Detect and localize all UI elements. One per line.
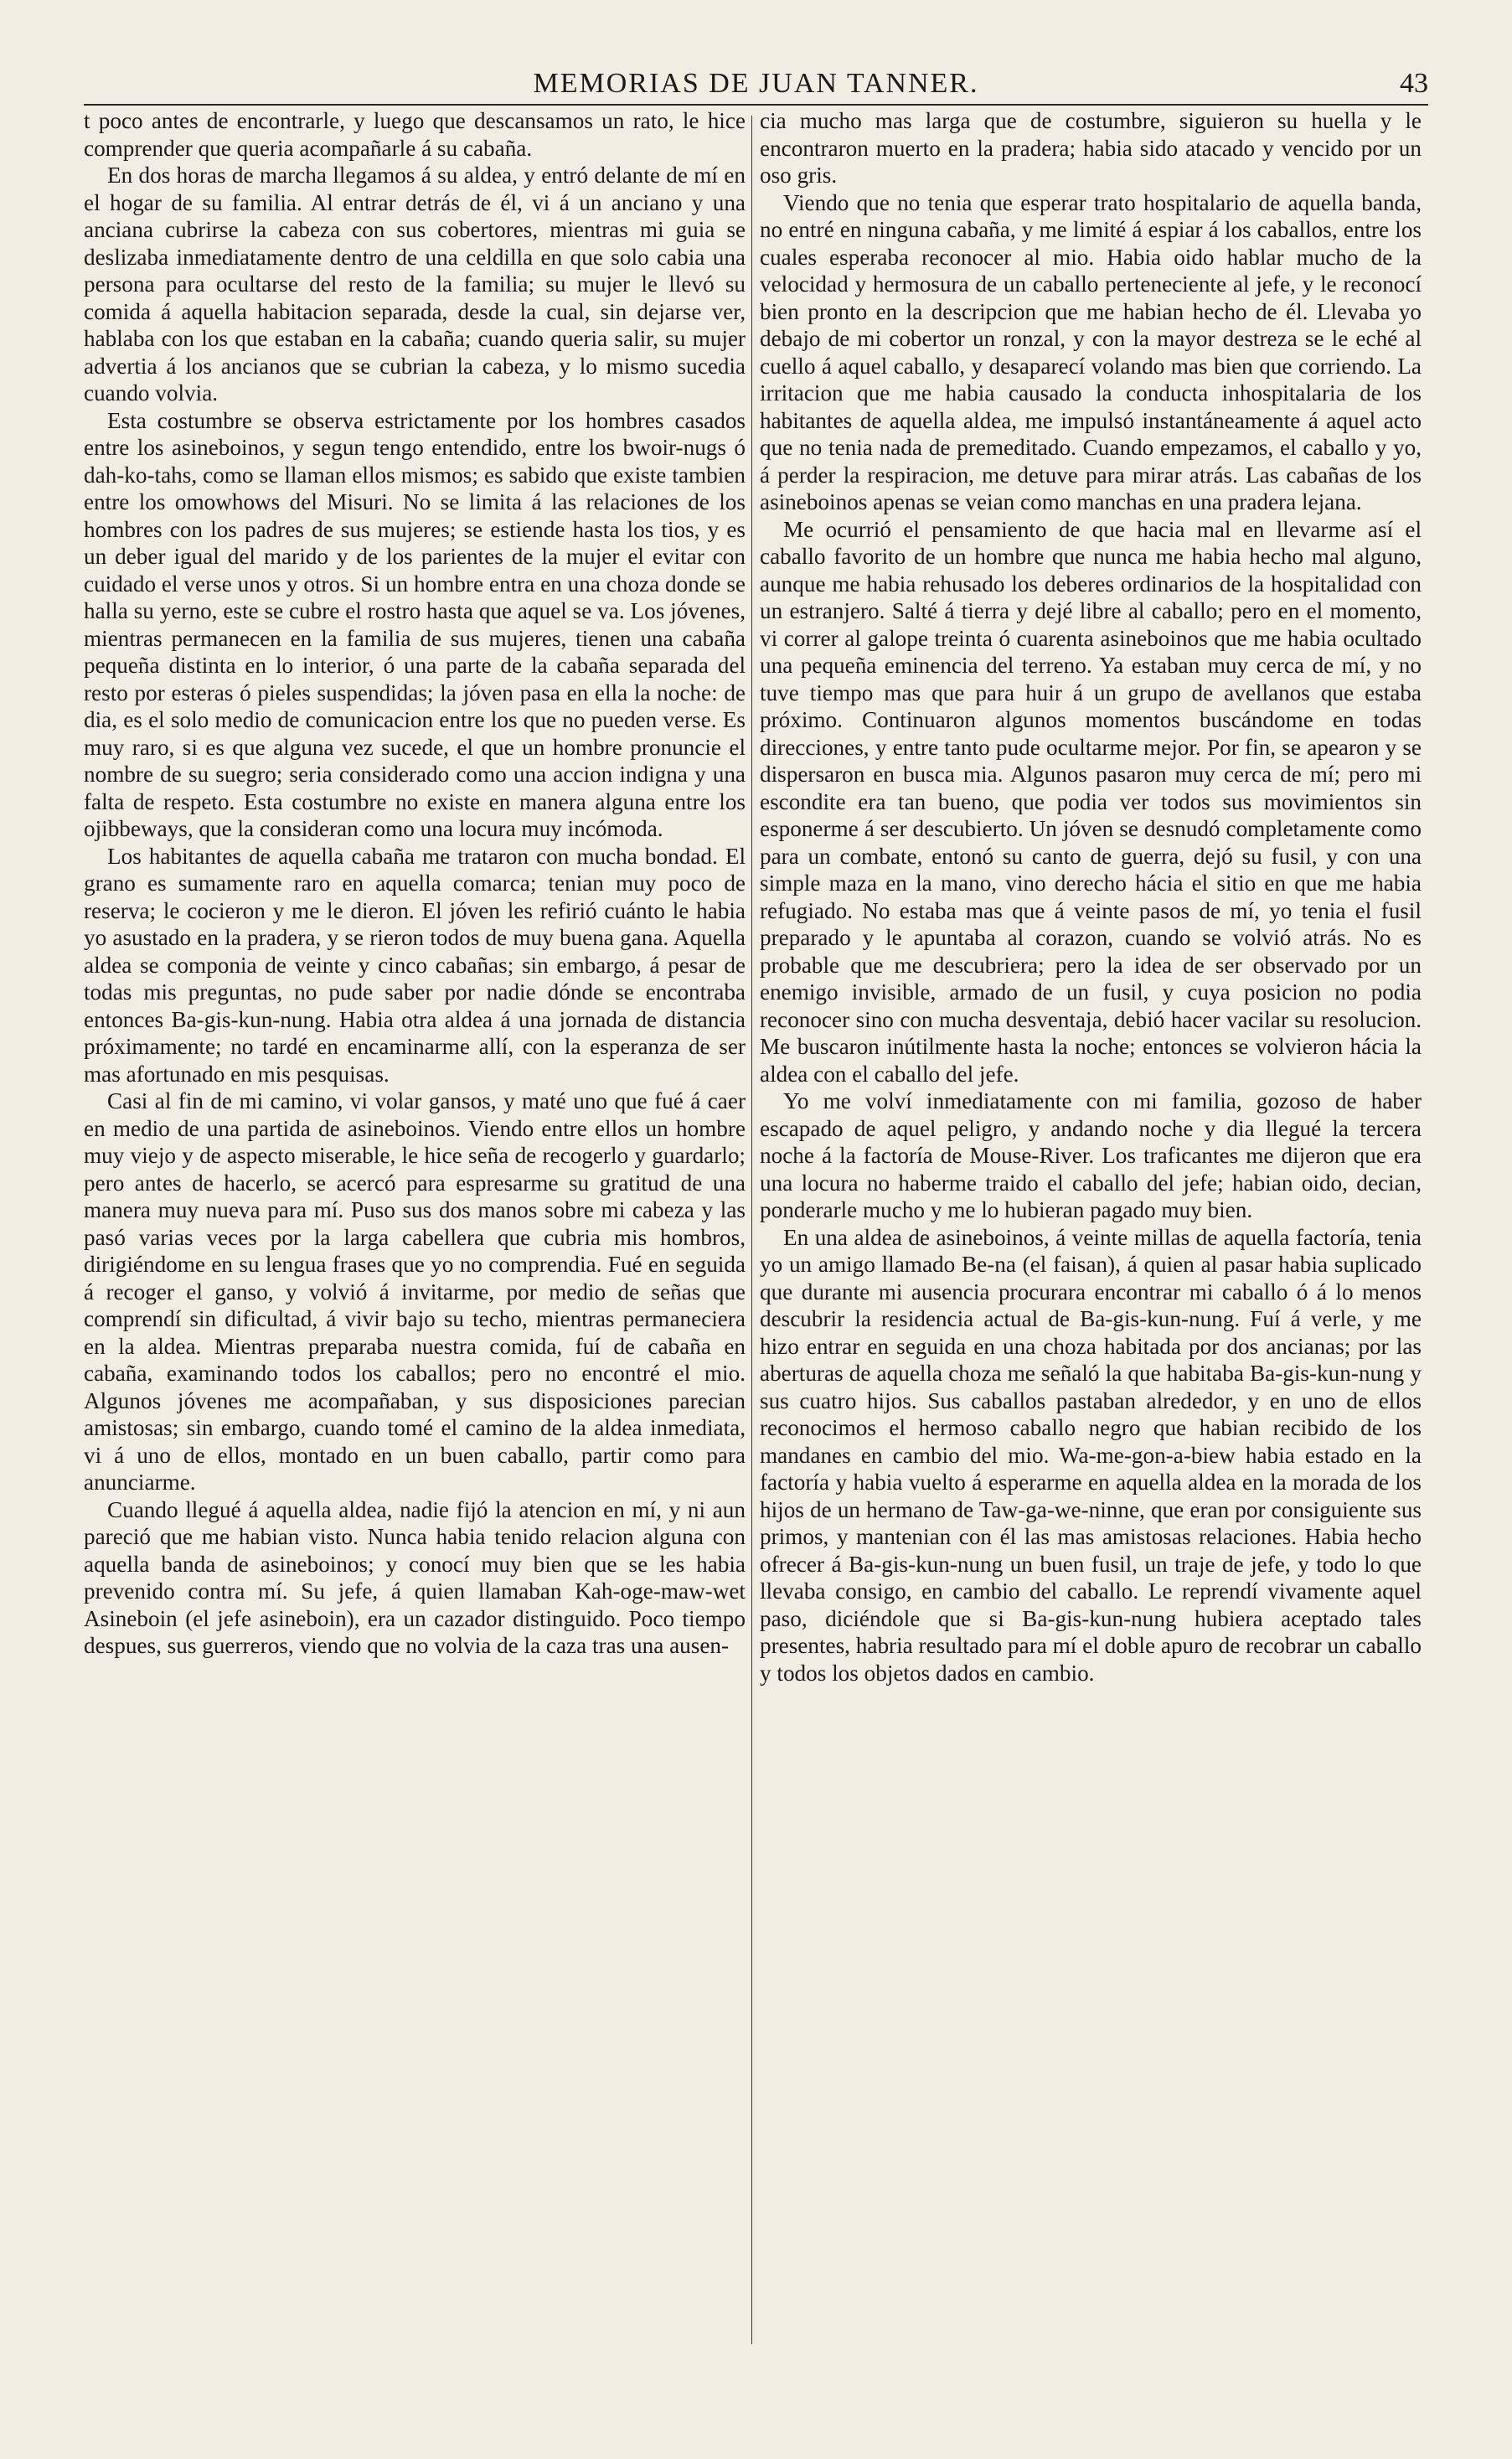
page-number: 43 xyxy=(1400,68,1428,99)
header-rule xyxy=(84,104,1428,106)
paragraph: Esta costumbre se observa estrictamente por los hombres casados entre los asineboinos, y segun tengo entendido, entre los bwoir-nugs ó dah-ko-tahs, como se llaman ellos mismos; es sabido que existe tambien entre los omowhows del Misuri. No se limita á las relaciones de los hombres con los padres de sus mujeres; se estiende hasta los tios, y es un deber igual del marido y de los parientes de la mujer el evitar con cuidado el verse unos y otros. Si un hombre entra en una choza donde se halla su yerno, este se cubre el rostro hasta que aquel se va. Los jóvenes, mientras permanecen en la familia de sus mujeres, tienen una cabaña pequeña distinta en lo interior, ó una parte de la cabaña separada del resto por esteras ó pieles suspendidas; la jóven pasa en ella la noche: de dia, es el solo medio de comunicacion entre los que no pueden verse. Es muy raro, si es que alguna vez sucede, el que un hombre pronuncie el nombre de su suegro; seria considerado como una accion indigna y una falta de respeto. Esta costumbre no existe en manera alguna entre los ojibbeways, que la consideran como una locura muy incómoda. xyxy=(84,407,746,841)
paragraph: Cuando llegué á aquella aldea, nadie fijó la atencion en mí, y ni aun pareció que me habian visto. Nunca habia tenido relacion alguna con aquella banda de asineboinos; y conocí muy bien que se les habia prevenido contra mí. Su jefe, á quien llamaban Kah-oge-maw-wet Asineboin (el jefe asineboin), era un cazador distinguido. Poco tiempo despues, sus guerreros, viendo que no volvia de la caza tras una ausen- xyxy=(84,1496,746,1658)
paragraph: t poco antes de encontrarle, y luego que descansamos un rato, le hice comprender que queria acompañarle á su cabaña. xyxy=(84,108,746,161)
paragraph: cia mucho mas larga que de costumbre, siguieron su huella y le encontraron muerto en la pradera; habia sido atacado y vencido por un oso gris. xyxy=(760,108,1422,188)
paragraph: Me ocurrió el pensamiento de que hacia mal en llevarme así el caballo favorito de un hombre que nunca me habia hecho mal alguno, aunque me habia rehusado los deberes ordinarios de la hospitalidad con un estranjero. Salté á tierra y dejé libre al caballo; pero en el momento, vi correr al galope treinta ó cuarenta asineboinos que me habia ocultado una pequeña eminencia del terreno. Ya estaban muy cerca de mí, y no tuve tiempo mas que para huir á un grupo de avellanos que estaba próximo. Continuaron algunos momentos buscándome en todas direcciones, y entre tanto pude ocultarme mejor. Por fin, se apearon y se dispersaron en busca mia. Algunos pasaron muy cerca de mí; pero mi escondite era tan bueno, que podia ver todos sus movimientos sin esponerme á ser descubierto. Un jóven se desnudó completamente como para un combate, entonó su canto de guerra, dejó su fusil, y con una simple maza en la mano, vino derecho hácia el sitio en que me habia refugiado. No estaba mas que á veinte pasos de mí, yo tenia el fusil preparado y le apuntaba al corazon, cuando se volvió atrás. No es probable que me descubriera; pero la idea de ser observado por un enemigo invisible, armado de un fusil, y cuya posicion no podia reconocer sino con mucha desventaja, debió hacer vacilar su resolucion. Me buscaron inútilmente hasta la noche; entonces se volvieron hácia la aldea con el caballo del jefe. xyxy=(760,516,1422,1087)
paragraph: Los habitantes de aquella cabaña me trataron con mucha bondad. El grano es sumamente raro en aquella comarca; tenian muy poco de reserva; le cocieron y me le dieron. El jóven les refirió cuánto le habia yo asustado en la pradera, y se rieron todos de muy buena gana. Aquella aldea se componia de veinte y cinco cabañas; sin embargo, á pesar de todas mis preguntas, no pude saber por nadie dónde se encontraba entonces Ba-gis-kun-nung. Habia otra aldea á una jornada de distancia próximamente; no tardé en encaminarme allí, con la esperanza de ser mas afortunado en mis pesquisas. xyxy=(84,843,746,1087)
paragraph: En dos horas de marcha llegamos á su aldea, y entró delante de mí en el hogar de su familia. Al entrar detrás de él, vi á un anciano y una anciana cubrirse la cabeza con sus cobertores, mientras mi guia se deslizaba inmediatamente dentro de una celdilla en que solo cabia una persona para ocultarse del resto de la familia; su mujer le llevó su comida á aquella habitacion separada, desde la cual, sin dejarse ver, hablaba con los que estaban en la cabaña; cuando queria salir, su mujer advertia á los ancianos que se cubrian la cabeza, y lo mismo sucedia cuando volvia. xyxy=(84,163,746,406)
right-column xyxy=(760,107,1422,2399)
column-divider xyxy=(751,116,752,2344)
paragraph: Viendo que no tenia que esperar trato hospitalario de aquella banda, no entré en ninguna cabaña, y me limité á espiar á los caballos, entre los cuales esperaba reconocer al mio. Habia oido hablar mucho de la velocidad y hermosura de un caballo perteneciente al jefe, y le reconocí bien pronto en la descripcion que me habian hecho de él. Llevaba yo debajo de mi cobertor un ronzal, y con la mayor destreza se le eché al cuello á aquel caballo, y desaparecí volando mas bien que corriendo. La irritacion que me habia causado la conducta inhospitalaria de los habitantes de aquella aldea, me impulsó instantáneamente á aquel acto que no tenia nada de premeditado. Cuando empezamos, el caballo y yo, á perder la respiracion, me detuve para mirar atrás. Las cabañas de los asineboinos apenas se veian como manchas en una pradera lejana. xyxy=(760,189,1422,514)
paragraph: Yo me volví inmediatamente con mi familia, gozoso de haber escapado de aquel peligro, y andando noche y dia llegué la tercera noche á la factoría de Mouse-River. Los traficantes me dijeron que era una locura no haberme traido el caballo del jefe; habian oido, decian, ponderarle mucho y me lo hubieran pagado muy bien. xyxy=(760,1088,1422,1222)
left-column xyxy=(84,107,746,2399)
running-title: MEMORIAS DE JUAN TANNER. xyxy=(533,68,979,99)
paragraph: Casi al fin de mi camino, vi volar gansos, y maté uno que fué á caer en medio de una partida de asineboinos. Viendo entre ellos un hombre muy viejo y de aspecto miserable, le hice seña de recogerlo y guardarlo; pero antes de hacerlo, se acercó para espresarme su gratitud de una manera muy nueva para mí. Puso sus dos manos sobre mi cabeza y las pasó varias veces por la larga cabellera que cubria mis hombros, dirigiéndome en su lengua frases que yo no comprendia. Fué en seguida á recoger el ganso, y volvió á invitarme, por medio de señas que comprendí sin dificultad, á vivir bajo su techo, mientras permaneciera en la aldea. Mientras preparaba nuestra comida, fuí de cabaña en cabaña, examinando todos los caballos; pero no encontré el mio. Algunos jóvenes me acompañaban, y sus disposiciones parecian amistosas; sin embargo, cuando tomé el camino de la aldea inmediata, vi á uno de ellos, montado en un buen caballo, partir como para anunciarme. xyxy=(84,1088,746,1495)
paragraph: En una aldea de asineboinos, á veinte millas de aquella factoría, tenia yo un amigo llamado Be-na (el faisan), á quien al pasar habia suplicado que durante mi ausencia procurara encontrar mi caballo ó á lo menos descubrir la residencia actual de Ba-gis-kun-nung. Fuí á verle, y me hizo entrar en seguida en una choza habitada por dos ancianas; por las aberturas de aquella choza me señaló la que habitaba Ba-gis-kun-nung y sus cuatro hijos. Sus caballos pastaban alrededor, y en uno de ellos reconocimos el hermoso caballo negro que habian recibido de los mandanes en cambio del mio. Wa-me-gon-a-biew habia estado en la factoría y habia vuelto á esperarme en aquella aldea en la morada de los hijos de un hermano de Taw-ga-we-ninne, que eran por consiguiente sus primos, y mantenian con él las mas amistosas relaciones. Habia hecho ofrecer á Ba-gis-kun-nung un buen fusil, un traje de jefe, y todo lo que llevaba consigo, en cambio del caballo. Le reprendí vivamente aquel paso, diciéndole que si Ba-gis-kun-nung hubiera aceptado tales presentes, habria resultado para mí el doble apuro de recobrar un caballo y todos los objetos dados en cambio. xyxy=(760,1224,1422,1686)
